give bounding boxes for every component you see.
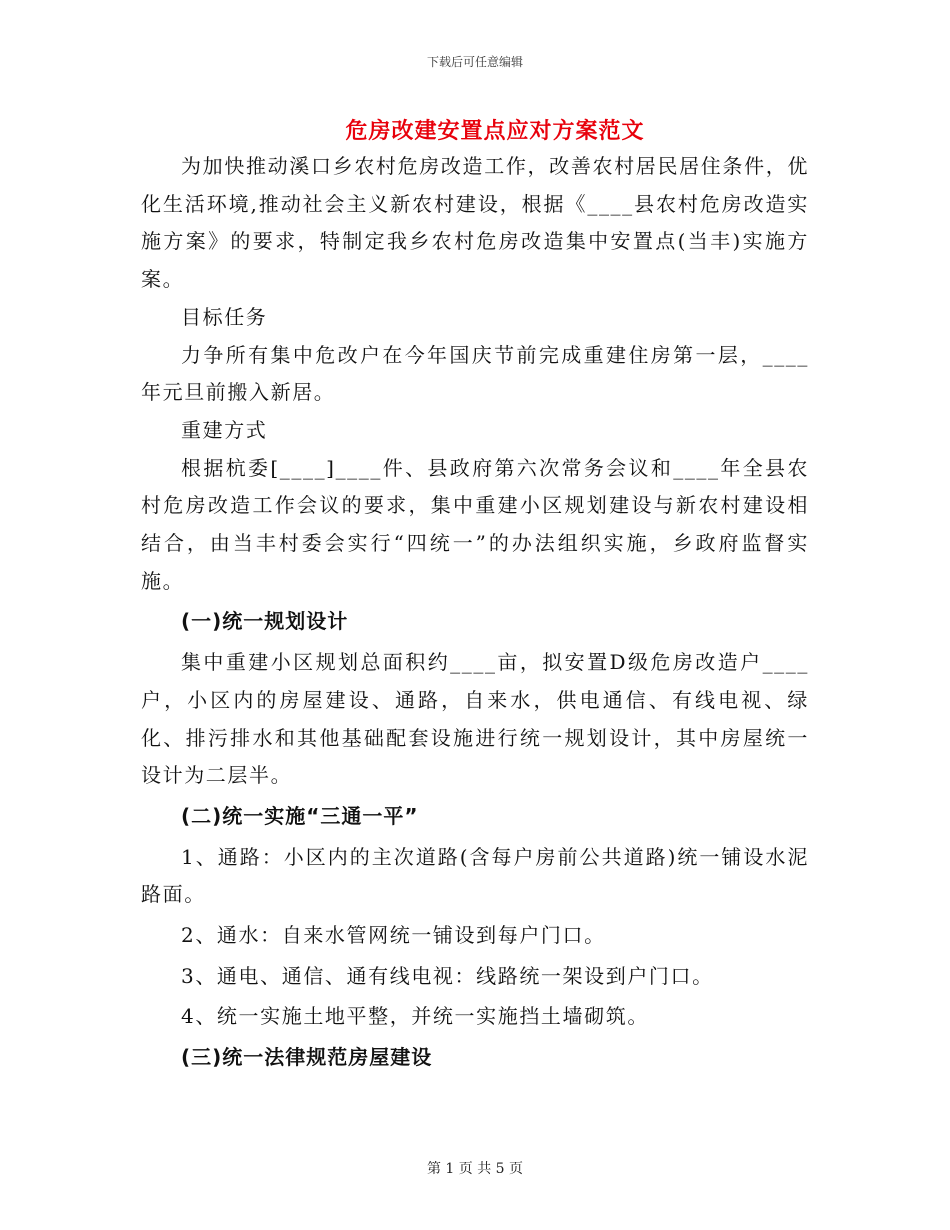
section-heading-3: (三)统一法律规范房屋建设 [181,1045,433,1070]
paragraph-intro: 为加快推动溪口乡农村危房改造工作，改善农村居民居住条件，优化生活环境,推动社会主义新农村建设，根据《____县农村危房改造实施方案》的要求，特制定我乡农村危房改造集中安置点(当丰)实施方案。 [141,154,809,292]
page-footer: 第 1 页 共 5 页 [426,1161,524,1177]
paragraph-method: 根据杭委[____]____件、县政府第六次常务会议和____年全县农村危房改造工作会议的要求，集中重建小区规划建设与新农村建设相结合，由当丰村委会实行“四统一”的办法组织实施，乡政府监督实施。 [141,455,809,593]
list-item-power: 3、通电、通信、通有线电视：线路统一架设到户门口。 [181,963,714,988]
list-item-water: 2、通水：自来水管网统一铺设到每户门口。 [181,923,606,948]
list-item-road: 1、通路：小区内的主次道路(含每户房前公共道路)统一铺设水泥路面。 [141,844,809,907]
section-heading-1: (一)统一规划设计 [181,609,349,634]
heading-goals: 目标任务 [181,304,268,329]
list-item-land: 4、统一实施土地平整，并统一实施挡土墙砌筑。 [181,1004,649,1029]
header-note: 下载后可任意编辑 [426,55,523,69]
section-heading-2: (二)统一实施“三通一平” [181,803,419,828]
paragraph-planning: 集中重建小区规划总面积约____亩，拟安置D级危房改造户____户，小区内的房屋建设、通路，自来水，供电通信、有线电视、绿化、排污排水和其他基础配套设施进行统一规划设计，其中房屋统一设计为二层半。 [141,650,809,788]
document-title: 危房改建安置点应对方案范文 [345,119,645,144]
paragraph-goals: 力争所有集中危改户在今年国庆节前完成重建住房第一层，____年元旦前搬入新居。 [141,342,809,405]
heading-method: 重建方式 [181,417,268,442]
document-body [141,148,809,1077]
